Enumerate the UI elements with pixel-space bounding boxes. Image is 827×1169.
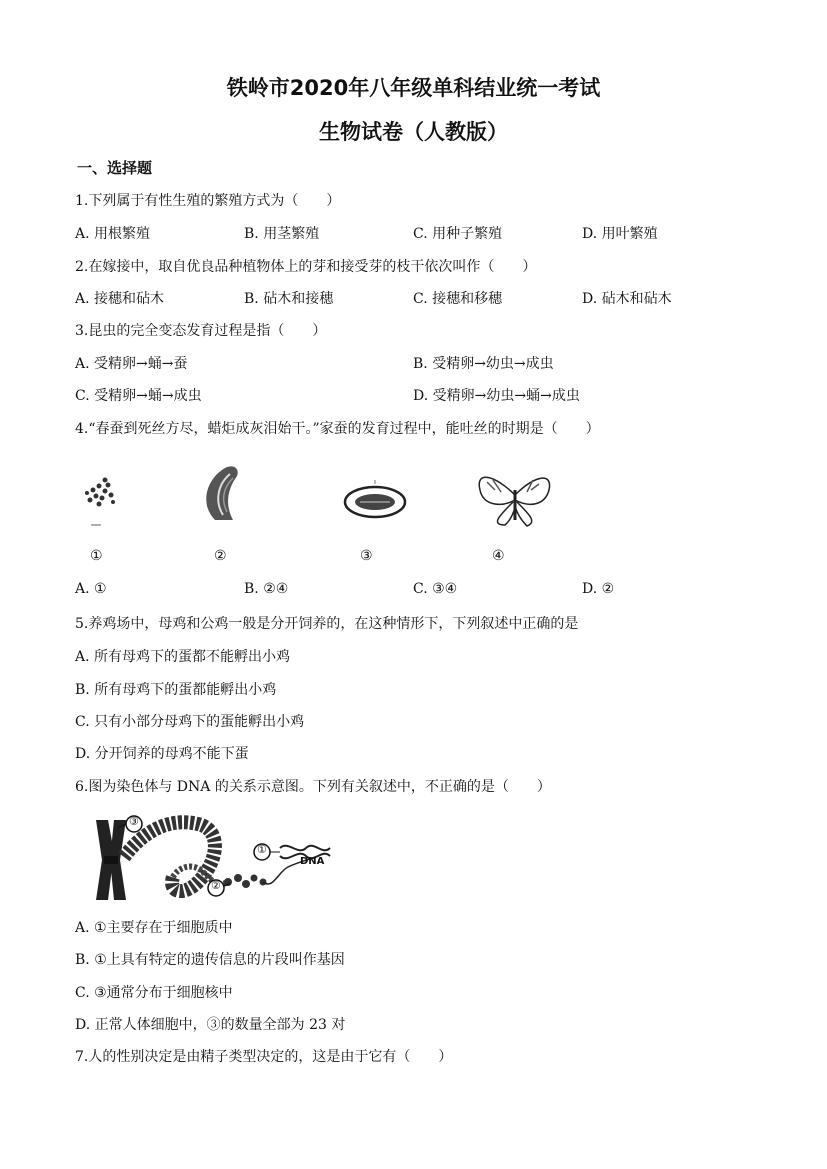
- q5-option-d: D. 分开饲养的母鸡不能下蛋: [75, 746, 249, 762]
- question-1-stem: 1.下列属于有性生殖的繁殖方式为（ ）: [75, 193, 341, 209]
- fig4-label-4: ④: [492, 548, 505, 564]
- q2-option-d: D. 砧木和砧木: [582, 291, 672, 307]
- q3-option-a: A. 受精卵→蛹→蚕: [75, 356, 188, 372]
- q3-option-d: D. 受精卵→幼虫→蛹→成虫: [413, 388, 580, 404]
- silkworm-larva-image: [206, 466, 237, 520]
- q2-option-b: B. 砧木和接穗: [244, 291, 334, 307]
- silkworm-eggs-image: [85, 478, 115, 526]
- exam-title: 铁岭市2020年八年级单科结业统一考试: [226, 76, 601, 100]
- q2-option-a: A. 接穗和砧木: [75, 291, 165, 307]
- q3-option-b: B. 受精卵→幼虫→成虫: [413, 356, 554, 372]
- question-5-stem: 5.养鸡场中，母鸡和公鸡一般是分开饲养的，在这种情形下，下列叙述中正确的是: [75, 616, 579, 632]
- question-4-stem: 4.“春蚕到死丝方尽，蜡炬成灰泪始干。”家蚕的发育过程中，能吐丝的时期是（ ）: [75, 421, 600, 437]
- q5-option-b: B. 所有母鸡下的蛋都能孵出小鸡: [75, 682, 277, 698]
- fig6-label-3: ③: [129, 815, 139, 828]
- fig4-label-3: ③: [360, 548, 373, 564]
- silkworm-moth-image: [479, 477, 549, 526]
- q4-option-b: B. ②④: [244, 581, 289, 597]
- chromosome-image: [96, 820, 126, 900]
- exam-subtitle: 生物试卷（人教版）: [319, 120, 508, 144]
- section-title: 一、选择题: [77, 159, 153, 177]
- q1-option-b: B. 用茎繁殖: [244, 226, 320, 242]
- q6-option-a: A. ①主要存在于细胞质中: [75, 920, 233, 936]
- q3-option-c: C. 受精卵→蛹→成虫: [75, 388, 202, 404]
- fig4-label-1: ①: [90, 548, 103, 564]
- q1-option-d: D. 用叶繁殖: [582, 226, 658, 242]
- q5-option-a: A. 所有母鸡下的蛋都不能孵出小鸡: [75, 649, 291, 665]
- fig6-label-1: ①: [257, 843, 267, 856]
- question-6-stem: 6.图为染色体与 DNA 的关系示意图。下列有关叙述中，不正确的是（ ）: [75, 779, 551, 795]
- q4-option-c: C. ③④: [413, 581, 458, 597]
- nucleosome-beads: [224, 874, 267, 888]
- silkworm-stages-figure: [75, 460, 555, 530]
- q4-option-a: A. ①: [75, 581, 107, 597]
- chromatin-coil: [124, 822, 215, 891]
- q5-option-c: C. 只有小部分母鸡下的蛋能孵出小鸡: [75, 714, 305, 730]
- q4-option-d: D. ②: [582, 581, 615, 597]
- question-2-stem: 2.在嫁接中，取自优良品种植物体上的芽和接受芽的枝干依次叫作（ ）: [75, 259, 537, 275]
- fig4-label-2: ②: [214, 548, 227, 564]
- q1-option-c: C. 用种子繁殖: [413, 226, 503, 242]
- fig6-label-2: ②: [211, 879, 221, 892]
- q1-option-a: A. 用根繁殖: [75, 226, 151, 242]
- question-3-stem: 3.昆虫的完全变态发育过程是指（ ）: [75, 323, 327, 339]
- fig6-label-dna: DNA: [300, 856, 325, 867]
- question-7-stem: 7.人的性别决定是由精子类型决定的，这是由于它有（ ）: [75, 1049, 453, 1065]
- silkworm-pupa-image: [345, 480, 405, 517]
- q6-option-d: D. 正常人体细胞中，③的数量全部为 23 对: [75, 1017, 346, 1033]
- q2-option-c: C. 接穗和移穗: [413, 291, 503, 307]
- q6-option-c: C. ③通常分布于细胞核中: [75, 985, 233, 1001]
- q6-option-b: B. ①上具有特定的遗传信息的片段叫作基因: [75, 952, 345, 968]
